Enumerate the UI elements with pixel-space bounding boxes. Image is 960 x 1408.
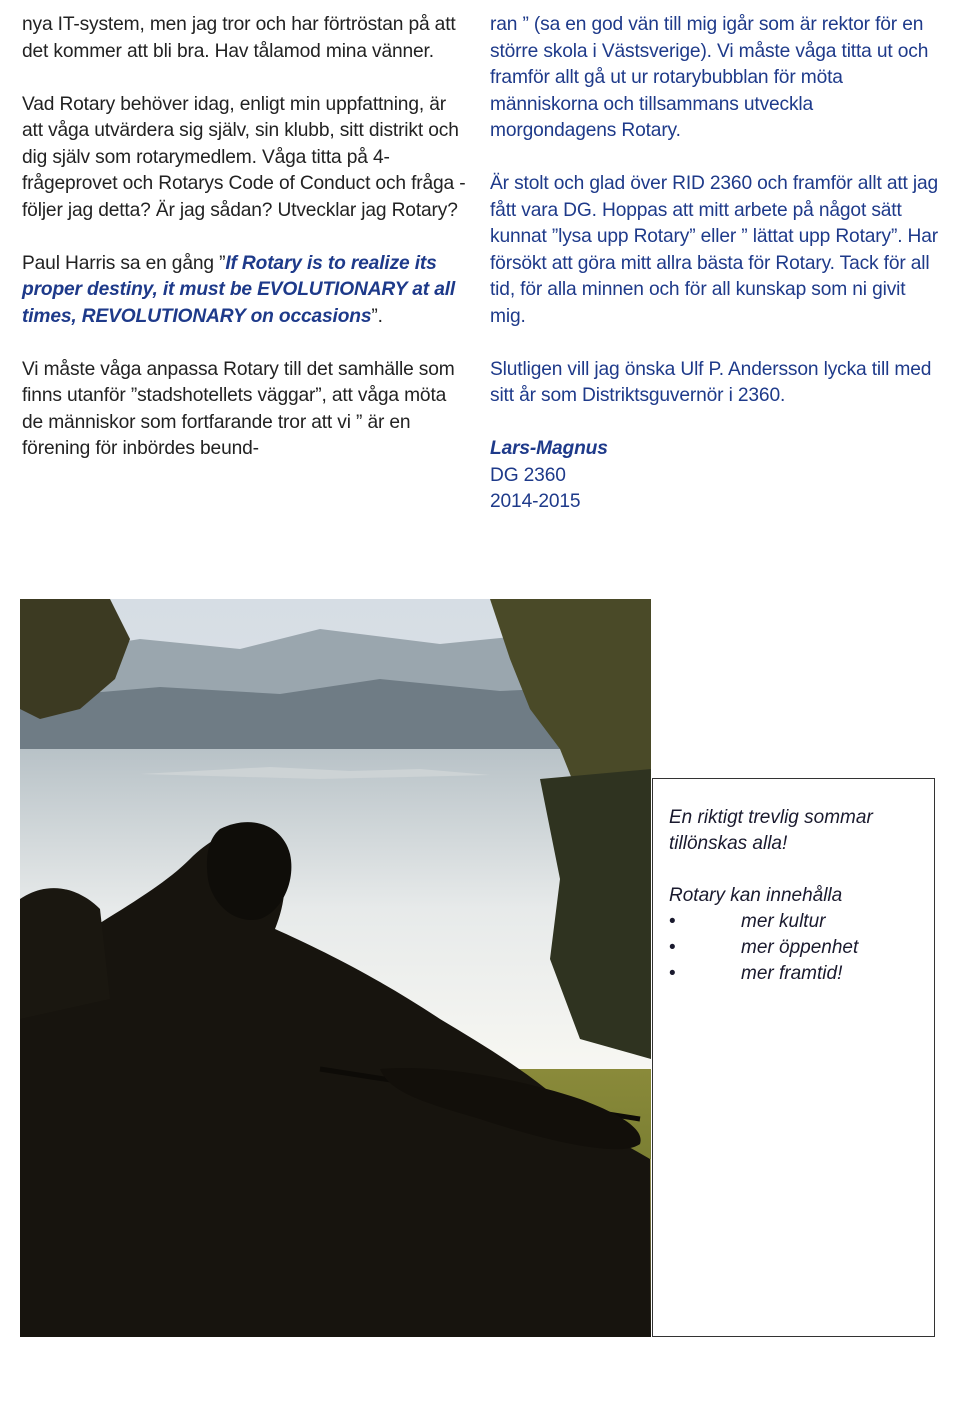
list-item bbox=[669, 935, 924, 961]
right-column bbox=[490, 12, 940, 516]
bullet-icon: • bbox=[669, 963, 676, 984]
list-item-text: mer öppenhet bbox=[741, 937, 859, 958]
right-paragraph-2: Är stolt och glad över RID 2360 och framför allt att jag fått vara DG. Hoppas att mitt arbete på något sätt kunnat ”lysa upp Rotary” eller ” lättat upp Rotary”. Har försökt att göra mitt allra bästa för Rotary. Tack för all tid, för alla minnen och för all kunskap som ni givit mig. bbox=[490, 173, 939, 327]
rotary-list bbox=[669, 909, 924, 987]
bullet-icon: • bbox=[669, 937, 676, 958]
left-paragraph-2: Vad Rotary behöver idag, enligt min uppfattning, är att våga utvärdera sig själv, sin klubb, sitt distrikt och dig själv som rotarymedlem. Våga titta på 4-frågeprovet och Rotarys Code of Conduct och fråga - följer jag detta? Är jag sådan? Utvecklar jag Rotary? bbox=[22, 93, 466, 221]
photo-illustration bbox=[20, 599, 651, 1337]
summer-greeting-box bbox=[652, 778, 935, 1337]
right-paragraph-1: ran ” (sa en god vän till mig igår som är rektor för en större skola i Västsverige). Vi måste våga titta ut och framför allt gå ut ur rotarybubblan för möta människorna och tillsammans utveckla morgondagens Rotary. bbox=[490, 14, 929, 141]
list-item bbox=[669, 909, 924, 935]
signature-role: DG 2360 bbox=[490, 464, 566, 486]
left-paragraph-4: Vi måste våga anpassa Rotary till det samhälle som finns utanför ”stadshotellets väggar”, att våga möta de människor som fortfarande tror att vi ” är en förening för inbördes beund- bbox=[22, 358, 455, 459]
bullet-icon: • bbox=[669, 911, 676, 932]
paul-harris-quote: If Rotary is to realize its proper destiny, it must be EVOLUTIONARY at all times, REVOLUTIONARY on occasions bbox=[22, 252, 456, 327]
quote-end: ”. bbox=[371, 305, 383, 327]
quote-intro: Paul Harris sa en gång ” bbox=[22, 252, 226, 274]
list-title: Rotary kan innehålla bbox=[669, 885, 843, 906]
signature-name: Lars-Magnus bbox=[490, 438, 608, 459]
list-item-text: mer kultur bbox=[741, 911, 826, 932]
left-column bbox=[22, 12, 472, 489]
left-paragraph-1: nya IT-system, men jag tror och har förtröstan på att det kommer att bli bra. Hav tålamod mina vänner. bbox=[22, 14, 456, 62]
signature bbox=[490, 436, 940, 516]
signature-years: 2014-2015 bbox=[490, 491, 581, 512]
violinist-lake-photo bbox=[20, 599, 651, 1337]
list-item-text: mer framtid! bbox=[741, 963, 843, 984]
paul-harris-paragraph bbox=[22, 251, 472, 331]
list-item bbox=[669, 961, 924, 987]
summer-greeting: En riktigt trevlig sommar tillönskas alla! bbox=[669, 807, 873, 854]
right-paragraph-3: Slutligen vill jag önska Ulf P. Andersson lycka till med sitt år som Distriktsguvernör i 2360. bbox=[490, 358, 932, 406]
